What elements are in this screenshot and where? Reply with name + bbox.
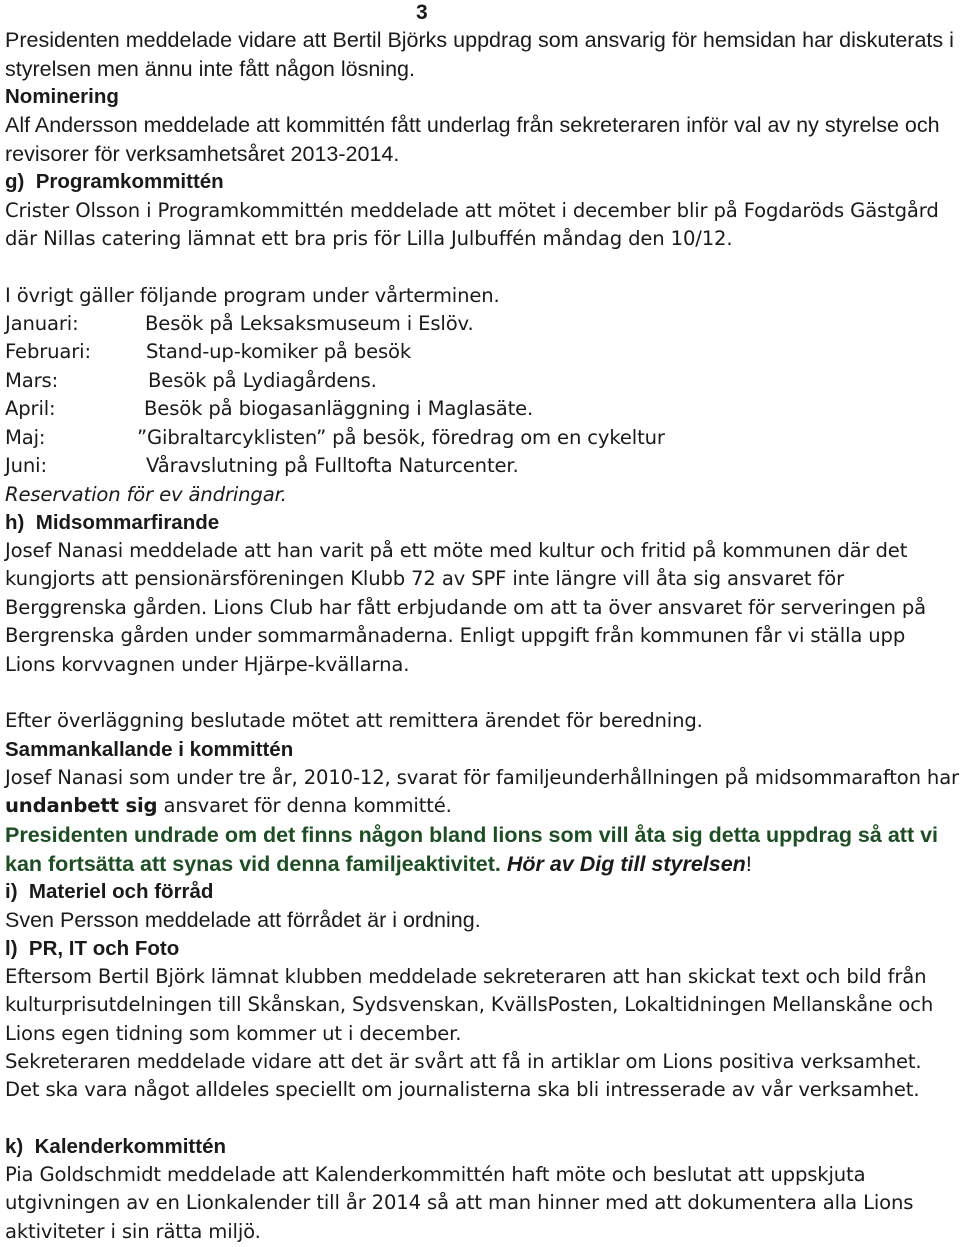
schedule-month: Mars: (5, 368, 59, 392)
schedule-row (5, 424, 960, 452)
materiel-paragraph: Sven Persson meddelade att förrådet är i ordning. (5, 908, 481, 932)
programkommitten-paragraph: Crister Olsson i Programkommittén meddelade att mötet i december blir på Fogdaröds Gästgård där Nillas catering lämnat ett bra pris för Lilla Julbuffén måndag den 10/12. (5, 199, 939, 251)
sammankallande-bold-text: undanbett sig (5, 794, 158, 818)
pr-paragraph: Eftersom Bertil Björk lämnat klubben meddelade sekreteraren att han skickat text och bild från kulturprisutdelningen till Skånskan, Sydsvenskan, KvällsPosten, Lokaltidningen Mellanskåne och Lions egen tidning som kommer ut i december. (5, 965, 934, 1045)
pr-heading: l) PR, IT och Foto (5, 937, 180, 960)
sammankallande-text-start: Josef Nanasi som under tre år, 2010-12, svarat för familjeunderhållningen på midsommarafton har (5, 766, 959, 789)
program-intro: I övrigt gäller följande program under vårterminen. (5, 284, 500, 307)
sammankallande-paragraph (5, 764, 960, 821)
midsommar-paragraph: Josef Nanasi meddelade att han varit på ett möte med kultur och fritid på kommunen där det kungjorts att pensionärsföreningen Klubb 72 av SPF inte längre vill åta sig ansvaret för Berggrenska gården. Lions Club har fått erbjudande om att ta över ansvaret för serveringen på Bergrenska gården under sommarmånaderna. Enligt uppgift från kommunen får vi ställa upp Lions korvvagnen under Hjärpe-kvällarna. (5, 539, 927, 676)
schedule-event: Stand-up-komiker på besök (146, 340, 412, 364)
president-appeal (5, 821, 960, 878)
schedule-month: Januari: (5, 312, 79, 335)
schedule-event: Besök på Leksaksmuseum i Eslöv. (145, 312, 474, 335)
kalender-heading: k) Kalenderkommittén (5, 1135, 226, 1158)
schedule-month: Juni: (5, 453, 47, 477)
schedule-row (5, 452, 960, 480)
program-schedule (5, 310, 960, 480)
schedule-row (5, 367, 960, 395)
nominering-heading: Nominering (5, 85, 119, 108)
schedule-event: Besök på Lydiagårdens. (148, 368, 377, 392)
schedule-row (5, 338, 960, 366)
schedule-event: Besök på biogasanläggning i Maglasäte. (144, 397, 534, 421)
contact-board-text: Hör av Dig till styrelsen (506, 851, 746, 876)
schedule-month: Februari: (5, 340, 91, 364)
schedule-row (5, 310, 960, 338)
programkommitten-heading: g) Programkommittén (5, 170, 224, 193)
schedule-row (5, 395, 960, 423)
sammankallande-text-end: ansvaret för denna kommitté. (157, 794, 452, 818)
nominering-paragraph: Alf Andersson meddelade att kommittén fått underlag från sekreteraren inför val av ny styrelse och revisorer för verksamhetsåret 2013-2014. (5, 113, 940, 166)
schedule-event: Våravslutning på Fulltofta Naturcenter. (146, 453, 519, 477)
page-number: 3 (416, 1, 428, 24)
schedule-event: ”Gibraltarcyklisten” på besök, föredrag om en cykeltur (137, 425, 665, 449)
president-question: Presidenten undrade om det finns någon bland lions som vill åta sig detta uppdrag så att vi kan fortsätta att synas vid denna familjeaktivitet. (5, 823, 939, 876)
midsommar-heading: h) Midsommarfirande (5, 511, 220, 534)
materiel-heading: i) Materiel och förråd (5, 880, 214, 903)
schedule-month: Maj: (5, 425, 46, 449)
kalender-paragraph: Pia Goldschmidt meddelade att Kalenderkommittén haft möte och beslutat att uppskjuta utgivningen av en Lionkalender till år 2014 så att man hinner med att dokumentera alla Lions aktiviteter i sin rätta miljö. (5, 1163, 914, 1243)
schedule-month: April: (5, 397, 56, 421)
pr-paragraph-2: Sekreteraren meddelade vidare att det är svårt att få in artiklar om Lions positiva verksamhet. Det ska vara något alldeles speciellt om journalisterna ska bli intresserade av vår verksamhet. (5, 1050, 922, 1102)
intro-paragraph: Presidenten meddelade vidare att Bertil Björks uppdrag som ansvarig för hemsidan har diskuterats i styrelsen men ännu inte fått någon lösning. (5, 28, 954, 81)
sammankallande-heading: Sammankallande i kommittén (5, 738, 294, 761)
midsommar-decision: Efter överläggning beslutade mötet att remittera ärendet för beredning. (5, 709, 703, 732)
exclamation-mark: ! (745, 851, 752, 876)
reservation-note: Reservation för ev ändringar. (5, 483, 287, 506)
